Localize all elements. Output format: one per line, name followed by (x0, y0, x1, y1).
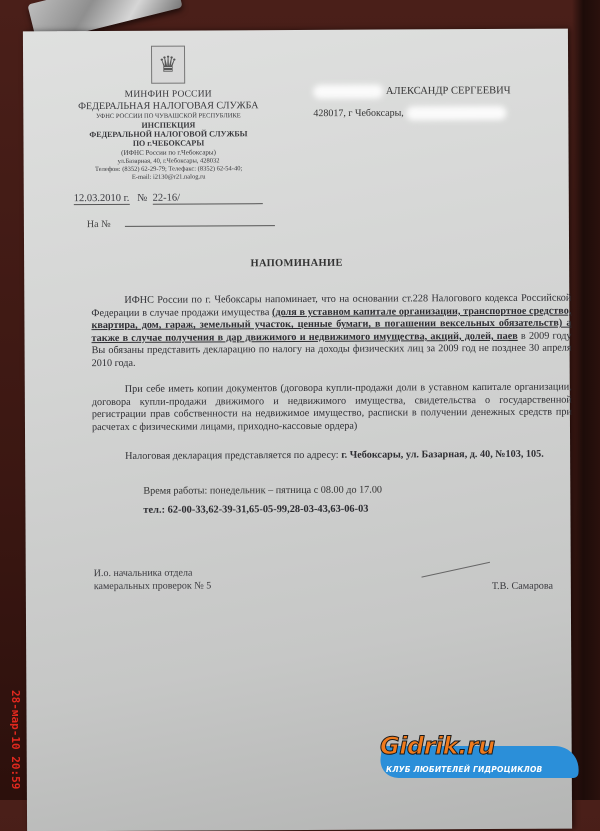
document-date: 12.03.2010 г. (73, 192, 130, 205)
date-number-line (74, 192, 263, 205)
inspection-line-3: ПО г.ЧЕБОКСАРЫ (132, 138, 205, 148)
coat-of-arms-icon: ♛ (151, 46, 185, 84)
paragraph-2: При себе иметь копии документов (договора купли-продажи доли в уставном капитале организации, договора купли-продажи движимого и недвижимого имущества, свидетельства о государственной регистрации прав собственности на недвижимое имущество, расписки в получении денежных средств при расчетах с физическими лицами, приходно-кассовые ордера) (91, 381, 572, 433)
service-name: ФЕДЕРАЛЬНАЯ НАЛОГОВАЯ СЛУЖБА (78, 100, 259, 113)
document-title: НАПОМИНАНИЕ (250, 257, 343, 270)
reply-to-blank (125, 225, 275, 227)
p1-deadline: в 2009 году Вы обязаны представить декларацию по налогу на доходы физических лиц за 2009 год не позднее 30 апреля 2010 года. (91, 330, 572, 370)
redacted-surname (313, 85, 383, 99)
recipient-name: АЛЕКСАНДР СЕРГЕЕВИЧ (385, 85, 511, 97)
office-address: ул.Базарная, 40, г.Чебоксары, 428032 (117, 157, 220, 165)
document-number: 22-16/ (153, 192, 263, 205)
working-hours: Время работы: понедельник – пятница с 08.00 до 17.00 (143, 484, 383, 497)
paragraph-1 (91, 293, 571, 371)
inspection-line-2: ФЕДЕРАЛЬНОЙ НАЛОГОВОЙ СЛУЖБЫ (89, 129, 248, 140)
position-line-1: И.о. начальника отдела (93, 567, 193, 580)
recipient-block (313, 84, 511, 121)
photo-datetime-stamp: 28-мар-10 20:59 (9, 690, 22, 790)
watermark-tagline: КЛУБ ЛЮБИТЕЛЕЙ ГИДРОЦИКЛОВ (386, 765, 543, 774)
regional-office: УФНС РОССИИ ПО ЧУВАШСКОЙ РЕСПУБЛИКЕ (95, 112, 241, 121)
watermark-brand: Gidrik.ru (380, 732, 495, 760)
inspection-short-name: (ИФНС России по г.Чебоксары) (121, 148, 216, 157)
p3-intro: Налоговая декларация представляется по адресу: (125, 449, 342, 462)
contact-phones: тел.: 62-00-33,62-39-31,65-05-99,28-03-43,63-06-03 (143, 503, 369, 516)
signatory-name: Т.В. Самарова (491, 580, 554, 592)
recipient-address: 428017, г Чебоксары, (313, 107, 404, 120)
p1-emphasis: (доля в уставном капитале организации, транспортное средство, квартира, дом, гараж, земельный участок, ценные бумаги, в погашении вексельных обязательств) а также в случае получения в дар движимого и недвижимого имущества, акций, долей, паев (91, 305, 572, 344)
watermark-logo (372, 728, 582, 788)
handwritten-signature (421, 562, 490, 578)
reply-to-line (87, 218, 275, 230)
letterhead (63, 45, 274, 182)
position-line-2: камеральных проверок № 5 (93, 580, 212, 593)
office-phones: Телефон: (8352) 62-29-79; Телефакс: (8352) 62-54-40; (95, 165, 243, 174)
p3-address: г. Чебоксары, ул. Базарная, д. 40, №103, 105. (341, 448, 544, 461)
redacted-address (406, 106, 506, 121)
document-sheet (23, 29, 572, 831)
paragraph-3 (92, 449, 572, 464)
office-email: E-mail: i2130@r21.nalog.ru (131, 173, 206, 181)
p1-intro: ИФНС России по г. Чебоксары напоминает, что на основании ст.228 Налогового кодекса Российской Федерации в случае продажи имущества (91, 292, 572, 319)
table-edge-shadow (572, 0, 600, 800)
signatory-position (94, 566, 212, 593)
number-label: № (137, 192, 148, 204)
ministry-name: МИНФИН РОССИИ (124, 89, 212, 100)
reply-to-label: На № (86, 218, 111, 231)
inspection-line-1: ИНСПЕКЦИЯ (141, 120, 196, 130)
